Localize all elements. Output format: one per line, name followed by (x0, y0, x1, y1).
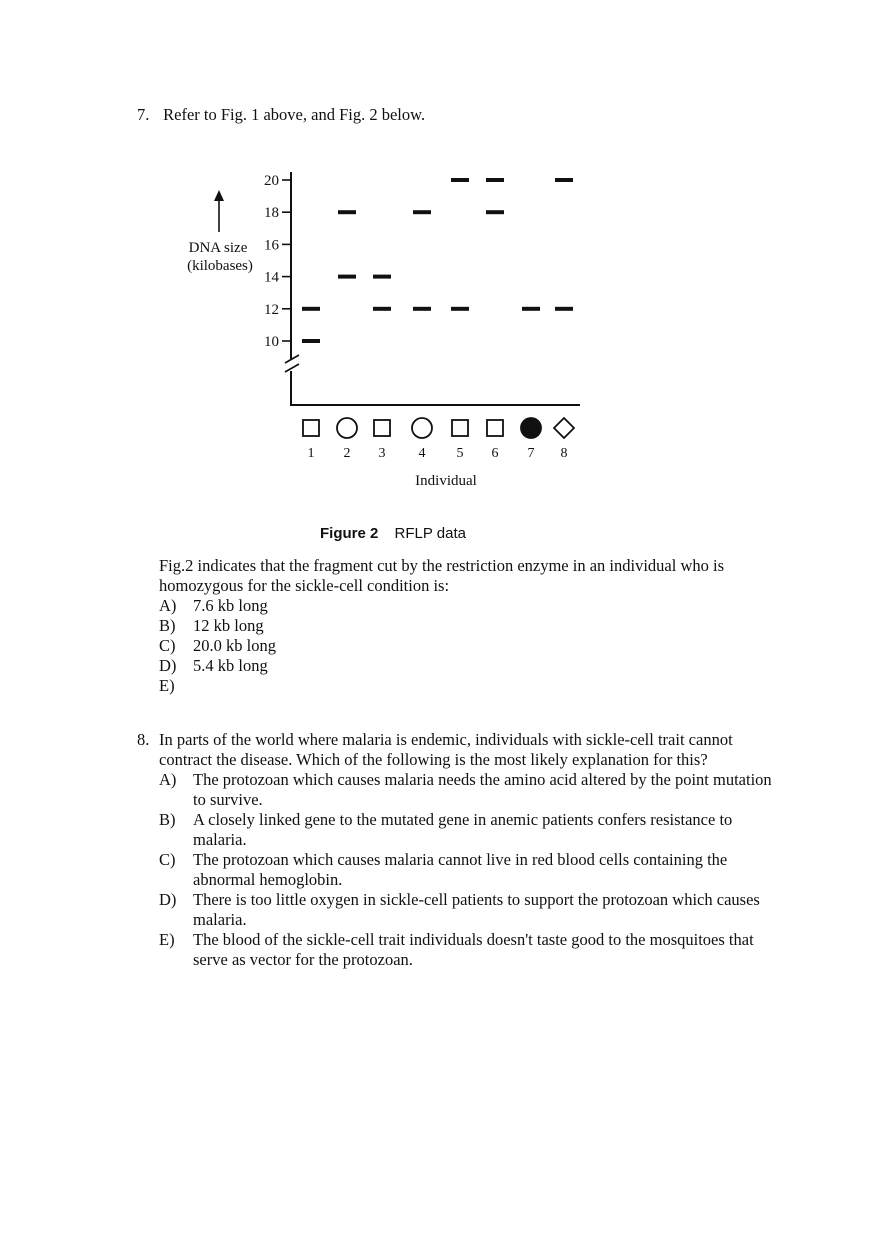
option-letter: A) (159, 596, 177, 615)
x-axis-label: Individual (415, 473, 477, 489)
y-tick-label: 20 (264, 173, 279, 189)
axis-break-lower (285, 364, 299, 372)
y-axis-label-line1: DNA size (188, 240, 248, 256)
answer-option[interactable] (159, 616, 779, 636)
question-7-number: 7. (137, 105, 150, 124)
option-text: The protozoan which causes malaria cannot live in red blood cells containing the abnormal hemoglobin. (193, 850, 728, 889)
figure-caption (320, 525, 466, 542)
answer-option[interactable] (159, 810, 777, 850)
pedigree-symbol-circle (521, 418, 541, 438)
answer-option[interactable] (159, 890, 777, 930)
individual-label: 3 (378, 446, 386, 461)
answer-option[interactable] (159, 770, 777, 810)
gel-band (451, 178, 469, 182)
individual-label: 5 (456, 446, 464, 461)
individual-label: 8 (560, 446, 568, 461)
y-tick-label: 10 (264, 334, 279, 350)
option-text: The protozoan which causes malaria needs the amino acid altered by the point mutation to survive. (193, 770, 772, 809)
question-7-options (159, 596, 779, 696)
pedigree-symbol-circle (412, 418, 432, 438)
gel-band (338, 210, 356, 214)
answer-option[interactable] (159, 930, 777, 970)
individual-label: 6 (491, 446, 499, 461)
y-axis-label-line2: (kilobases) (187, 258, 253, 274)
y-tick-label: 12 (264, 301, 279, 318)
question-7-stem: Fig.2 indicates that the fragment cut by the restriction enzyme in an individual who is homozygous for the sickle-cell condition is: (159, 556, 724, 595)
y-tick-label: 16 (264, 237, 279, 254)
option-letter: A) (159, 770, 177, 789)
question-7-intro-text: Refer to Fig. 1 above, and Fig. 2 below. (163, 105, 426, 124)
option-text: 5.4 kb long (193, 656, 268, 675)
option-letter: D) (159, 890, 177, 909)
answer-option[interactable] (159, 596, 779, 616)
option-letter: B) (159, 810, 176, 829)
rflp-gel-chart (0, 0, 880, 520)
pedigree-symbol-square (303, 420, 319, 436)
gel-band (413, 210, 431, 214)
pedigree-symbol-square (374, 420, 390, 436)
question-8-options (159, 770, 777, 970)
gel-band (302, 307, 320, 311)
gel-band (555, 178, 573, 182)
option-text: There is too little oxygen in sickle-cell patients to support the protozoan which causes malaria. (193, 890, 760, 929)
option-letter: C) (159, 850, 176, 869)
option-text (193, 676, 779, 696)
gel-band (373, 275, 391, 279)
gel-band (486, 210, 504, 214)
option-letter: E) (159, 676, 175, 695)
option-text: 20.0 kb long (193, 636, 276, 655)
y-axis-lower-line (291, 371, 580, 405)
option-text: The blood of the sickle-cell trait individuals doesn't taste good to the mosquitoes that serve as vector for the protozoan. (193, 930, 754, 969)
pedigree-symbol-square (487, 420, 503, 436)
individual-label: 2 (343, 446, 351, 461)
size-arrow-head (214, 190, 224, 201)
answer-option[interactable] (159, 656, 779, 676)
pedigree-symbol-circle (337, 418, 357, 438)
question-8-number: 8. (137, 730, 150, 749)
answer-option[interactable] (159, 850, 777, 890)
gel-band (338, 275, 356, 279)
individual-label: 4 (418, 446, 426, 461)
figure-label: Figure 2 (320, 525, 379, 542)
gel-band (522, 307, 540, 311)
gel-band (302, 339, 320, 343)
figure-caption-text: RFLP data (394, 525, 466, 542)
option-letter: D) (159, 656, 177, 675)
y-tick-label: 18 (264, 205, 279, 222)
option-letter: C) (159, 636, 176, 655)
gel-band (413, 307, 431, 311)
answer-option[interactable] (159, 636, 779, 656)
option-text: 12 kb long (193, 616, 264, 635)
individual-label: 7 (527, 446, 535, 461)
individual-label: 1 (307, 446, 315, 461)
question-8-stem: In parts of the world where malaria is endemic, individuals with sickle-cell trait cannot contract the disease. Which of the following is the most likely explanation for this? (159, 730, 733, 769)
gel-band (486, 178, 504, 182)
option-text: 7.6 kb long (193, 596, 268, 615)
gel-band (451, 307, 469, 311)
question-7-body (159, 556, 779, 696)
option-letter: B) (159, 616, 176, 635)
pedigree-symbol-square (452, 420, 468, 436)
question-8 (137, 730, 777, 970)
answer-option[interactable] (159, 676, 779, 696)
option-letter: E) (159, 930, 175, 949)
gel-band (555, 307, 573, 311)
pedigree-symbol-diamond (554, 418, 574, 438)
gel-band (373, 307, 391, 311)
option-text: A closely linked gene to the mutated gene in anemic patients confers resistance to malaria. (193, 810, 733, 849)
y-tick-label: 14 (264, 269, 279, 286)
